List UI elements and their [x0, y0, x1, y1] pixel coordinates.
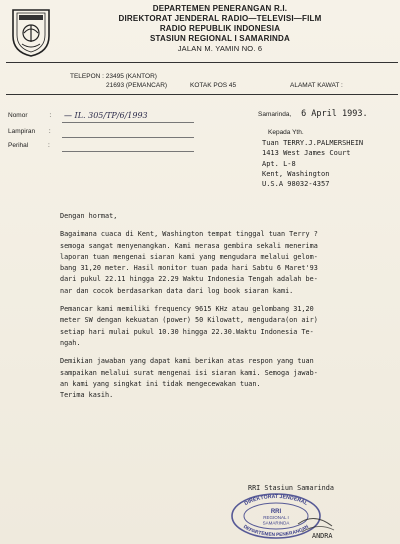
perihal-line	[62, 151, 194, 152]
letterhead-rule-top	[6, 62, 398, 63]
recipient-line: U.S.A 98032-4357	[262, 180, 330, 189]
recipient-lines	[262, 138, 363, 189]
body-line: Demikian jawaban yang dapat kami berikan atas respon yang tuan	[60, 357, 314, 366]
stamp-top-arc: DIREKTORAT JENDERAL	[243, 493, 309, 507]
letterhead-rule-bottom	[6, 94, 398, 95]
recipient-line: 1413 West James Court	[262, 149, 351, 158]
date-line	[258, 109, 368, 119]
stamp-center1: RRI	[270, 509, 282, 515]
lampiran-line	[62, 137, 194, 138]
telepon-label: TELEPON : 23495 (KANTOR)	[70, 73, 157, 80]
paragraph-gap	[60, 297, 390, 304]
letter-body	[60, 211, 390, 401]
recipient-header: Kepada Yth.	[268, 129, 304, 136]
body-line: dari pukul 22.11 hingga 22.29 Waktu Indonesia Tengah adalah be-	[60, 275, 318, 284]
nomor-value: — IL. 305/TP/6/1993	[64, 111, 148, 120]
paragraph-gap	[60, 222, 390, 229]
svg-text:DIREKTORAT JENDERAL	[244, 494, 310, 507]
body-line: semoga sangat menyenangkan. Kami merasa gembira sekali menerima	[60, 241, 318, 250]
stamp-center2: REGIONAL I	[263, 515, 289, 520]
nomor-label: Nomor :	[8, 112, 52, 119]
body-line: Pemancar kami memiliki frequency 9615 KHz atau gelombang 31,20	[60, 305, 314, 314]
body-line: Bagaimana cuaca di Kent, Washington tempat tinggal tuan Terry ?	[60, 230, 318, 239]
signature-office: RRI Stasiun Samarinda	[248, 484, 334, 492]
body-line: ngah.	[60, 338, 81, 347]
letterhead	[70, 4, 370, 54]
letterhead-line3: RADIO REPUBLIK INDONESIA	[159, 24, 281, 33]
svg-text:DEPARTEMEN PENERANGAN	[242, 524, 310, 538]
nomor-line	[62, 122, 194, 123]
recipient-line: Tuan TERRY.J.PALMERSHEIN	[262, 139, 364, 148]
stamp-bottom-arc: DEPARTEMEN PENERANGAN	[242, 524, 310, 539]
alamat-kawat: ALAMAT KAWAT :	[290, 82, 343, 89]
body-line: setiap hari mulai pukul 10.30 hingga 22.30.Waktu Indonesia Te-	[60, 327, 314, 336]
recipient-block	[262, 128, 363, 189]
date-value: 6 April 1993.	[301, 109, 368, 119]
rri-emblem-icon	[10, 6, 52, 58]
body-line: Terima kasih.	[60, 391, 114, 400]
letterhead-line2: DIREKTORAT JENDERAL RADIO—TELEVISI—FILM	[118, 14, 322, 23]
body-line: Dengan hormat,	[60, 212, 118, 220]
letterhead-line5: JALAN M. YAMIN NO. 6	[177, 44, 263, 53]
paragraph-gap	[60, 349, 390, 356]
signature-name: ANDRA	[312, 532, 333, 540]
body-line: laporan tuan mengenai siaran kami yang mengudara melalui gelom-	[60, 252, 318, 261]
lampiran-label: Lampiran :	[8, 128, 51, 135]
body-line: meter SW dengan kekuatan (power) 50 Kilowatt, mengudara(on air)	[60, 316, 318, 325]
telepon-2: 21693 (PEMANCAR)	[106, 82, 168, 89]
letterhead-line1: DEPARTEMEN PENERANGAN R.I.	[152, 4, 288, 13]
recipient-line: Kent, Washington	[262, 169, 330, 178]
body-line: nar dan cocok berdasarkan data dari log book siaran kami.	[60, 286, 294, 295]
kotak-pos: KOTAK POS 45	[190, 82, 237, 89]
body-line: sampaikan melalui surat mengenai isi siaran kami. Semoga jawab-	[60, 368, 318, 377]
recipient-line: Apt. L-8	[262, 159, 296, 168]
body-line: bang 31,20 meter. Hasil monitor tuan pada hari Sabtu 6 Maret'93	[60, 264, 318, 273]
perihal-label: Perihal :	[8, 142, 50, 149]
body-line: an kami yang singkat ini tidak mengecewakan tuan.	[60, 379, 261, 388]
stamp-center3: SAMARINDA	[262, 520, 290, 526]
date-place: Samarinda,	[258, 111, 292, 118]
telepon-block	[70, 72, 167, 90]
letterhead-line4: STASIUN REGIONAL I SAMARINDA	[150, 34, 290, 43]
